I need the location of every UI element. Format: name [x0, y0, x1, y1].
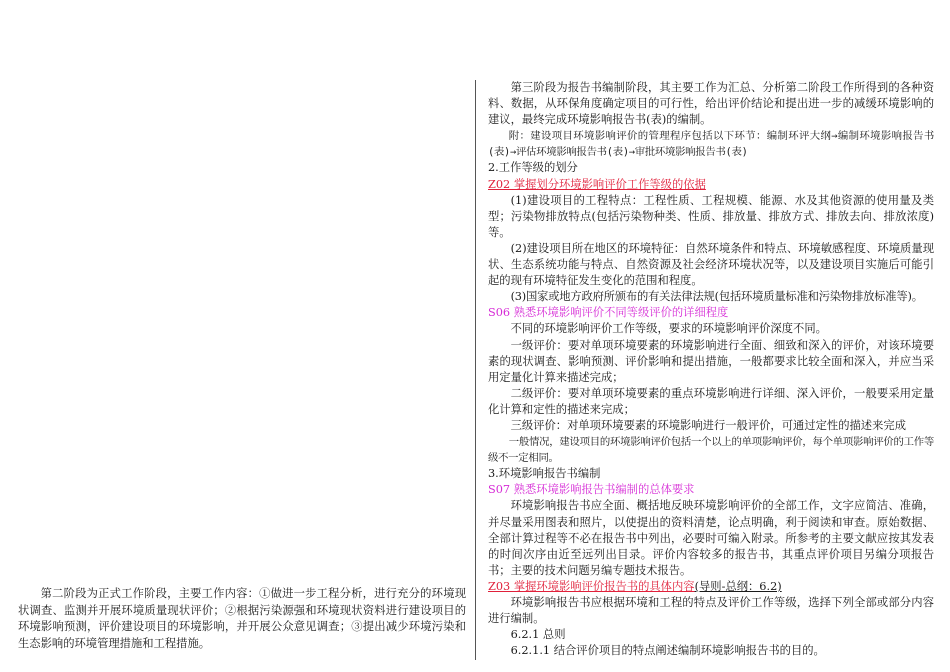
z02-heading: [488, 177, 934, 193]
criteria-3-paragraph: (3)国家或地方政府所颁布的有关法律法规(包括环境质量标准和污染物排放标准等)。: [510, 290, 923, 304]
criteria-2-paragraph: (2)建设项目所在地区的环境特征：自然环境条件和特点、环境敏感程度、环境质量现状、生态系统功能与特点、自然资源及社会经济环境状况等，以及建设项目实施后可能引起的现有环境特征发生变化的范围和程度。: [488, 241, 934, 288]
general-case-paragraph: 一般情况，建设项目的环境影响评价包括一个以上的单项影响评价，每个单项影响评价的工作等级不一定相同。: [488, 436, 934, 465]
stage2-paragraph: 第二阶段为正式工作阶段，主要工作内容：①做进一步工程分析，进行充分的环境现状调查、监测并开展环境质量现状评价；②根据污染源强和环境现状资料进行建设项目的环境影响预测，评价建设项目的环境影响，并开展公众意见调查；③提出减少环境污染和生态影响的环境管理措施和工程措施。: [18, 587, 466, 650]
z03-heading-text: Z03 掌握环境影响评价报告书的具体内容: [488, 579, 695, 593]
level1-paragraph: 一级评价：要对单项环境要素的环境影响进行全面、细致和深入的评价，对该环境要素的现状调查、影响预测、评价影响和提出措施，一般都要求比较全面和深入，并应当采用定量化计算来描述完成；: [488, 338, 934, 384]
section-6-2-1: 6.2.1 总则: [510, 628, 566, 642]
right-column: [488, 80, 934, 659]
z03-heading: [488, 579, 934, 595]
stage3-paragraph: 第三阶段为报告书编制阶段，其主要工作为汇总、分析第二阶段工作所得到的各种资料、数据，从环保角度确定项目的可行性，给出评价结论和提出进一步的减缓环境影响的建议，最终完成环境影响报告书(表)的编制。: [488, 81, 934, 127]
level2-paragraph: 二级评价：要对单项环境要素的重点环境影响进行详细、深入评价，一般要采用定量化计算和定性的描述来完成；: [488, 386, 934, 416]
column-divider: [475, 80, 476, 660]
s07-heading: S07 熟悉环境影响报告书编制的总体要求: [488, 483, 695, 497]
z02-heading-text: Z02 掌握划分环境影响评价工作等级的依据: [488, 177, 706, 191]
s06-intro-paragraph: 不同的环境影响评价工作等级，要求的环境影响评价深度不同。: [510, 322, 827, 336]
section-heading-2: 2.工作等级的划分: [488, 161, 578, 175]
management-procedure-note: 附：建设项目环境影响评价的管理程序包括以下环节：编制环评大纲→编制环境影响报告书(表)→评估环境影响报告书(表)→审批环境影响报告书(表): [488, 130, 934, 159]
left-column: [18, 586, 466, 652]
z03-guideline-ref: (导则-总纲：6.2): [694, 579, 782, 593]
s07-paragraph: 环境影响报告书应全面、概括地反映环境影响评价的全部工作，文字应简洁、准确，并尽量采用图表和照片，以使提出的资料清楚，论点明确，利于阅读和审查。原始数据、全部计算过程等不必在报告书中列出，必要时可编入附录。所参考的主要文献应按其发表的时间次序由近至远列出目录。评价内容较多的报告书，其重点评价项目另编分项报告书；主要的技术问题另编专题技术报告。: [488, 499, 934, 577]
section-heading-3: 3.环境影响报告书编制: [488, 467, 601, 481]
level3-paragraph: 三级评价：对单项环境要素的环境影响进行一般评价，可通过定性的描述来完成: [510, 418, 906, 432]
s06-heading: S06 熟悉环境影响评价不同等级评价的详细程度: [488, 306, 729, 320]
criteria-1-paragraph: (1)建设项目的工程特点：工程性质、工程规模、能源、水及其他资源的使用量及类型；污染物排放特点(包括污染物种类、性质、排放量、排放方式、排放去向、排放浓度)等。: [488, 193, 934, 239]
z03-paragraph: 环境影响报告书应根据环境和工程的特点及评价工作等级，选择下列全部或部分内容进行编制。: [488, 596, 934, 626]
section-6-2-1-1: 6.2.1.1 结合评价项目的特点阐述编制环境影响报告书的目的。: [510, 644, 825, 658]
